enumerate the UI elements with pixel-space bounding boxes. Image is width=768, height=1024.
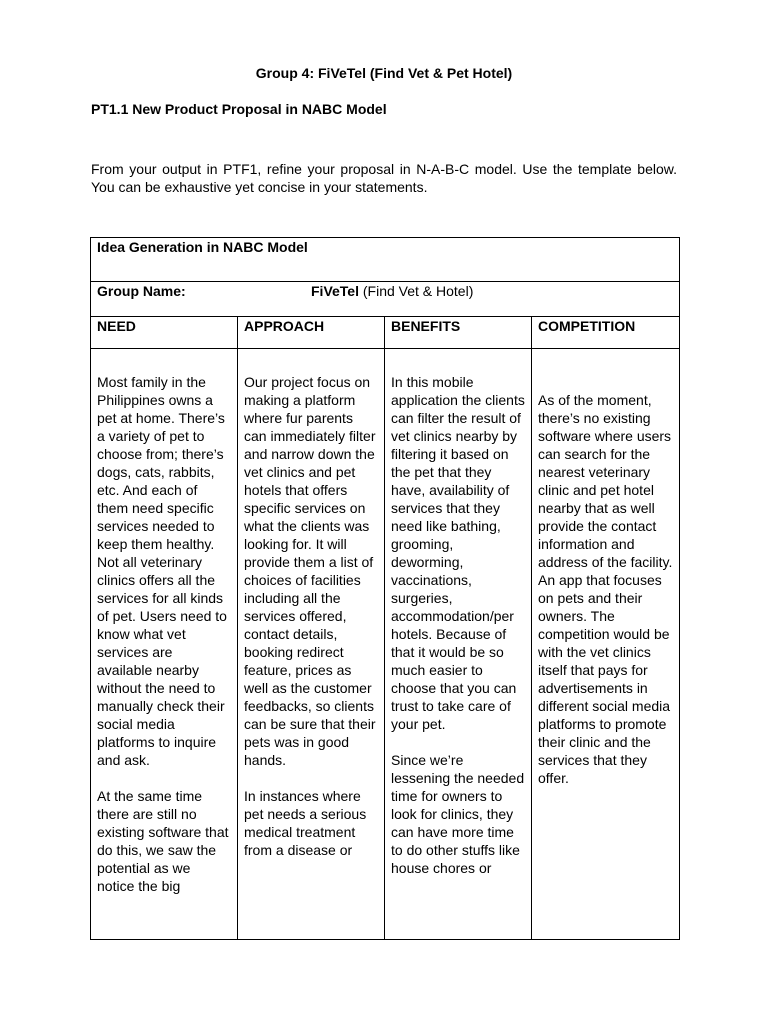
need-paragraph-2: At the same time there are still no existing software that do this, we saw the potential as we notice the big [97, 788, 229, 894]
document-subtitle: PT1.1 New Product Proposal in NABC Model [91, 101, 387, 117]
need-paragraph-1: Most family in the Philippines owns a pet at home. There’s a variety of pet to choose from; there’s dogs, cats, rabbits, etc. And each of them need specific services needed to keep them healthy. Not all veterinary clinics offers all the services for all kinds of pet. Users need to know what vet services are available nearby without the need to manually check their social media platforms to inquire and ask. [97, 374, 227, 768]
need-cell [91, 349, 238, 940]
intro-paragraph: From your output in PTF1, refine your proposal in N-A-B-C model. Use the template below. You can be exhaustive yet concise in your statements. [91, 161, 677, 195]
group-name-row [91, 282, 680, 317]
benefits-paragraph-2: Since we’re lessening the needed time for owners to look for clinics, they can have more time to do other stuffs like house chores or [391, 752, 525, 876]
approach-paragraph-2: In instances where pet needs a serious medical treatment from a disease or [244, 788, 367, 858]
group-name-cell [91, 282, 680, 317]
document-title: Group 4: FiVeTel (Find Vet & Pet Hotel) [255, 65, 513, 81]
nabc-table [90, 237, 680, 940]
column-header-approach: APPROACH [238, 317, 385, 349]
competition-cell [532, 349, 680, 940]
content-row [91, 349, 680, 940]
group-name-value: FiVeTel [311, 283, 359, 299]
table-heading: Idea Generation in NABC Model [91, 238, 680, 282]
column-header-benefits: BENEFITS [385, 317, 532, 349]
approach-paragraph-1: Our project focus on making a platform where fur parents can immediately filter and narrow down the vet clinics and pet hotels that offers specific services on what the clients was looking for. It will provide them a list of choices of facilities including all the services offered, contact details, booking redirect feature, prices as well as the customer feedbacks, so clients can be sure that their pets was in good hands. [244, 374, 376, 768]
competition-paragraph-1: As of the moment, there’s no existing software where users can search for the nearest veterinary clinic and pet hotel nearby that as well provide the contact information and address of the facility. An app that focuses on pets and their owners. The competition would be with the vet clinics itself that pays for advertisements in different social media platforms to promote their clinic and the services that they offer. [538, 392, 673, 786]
column-header-competition: COMPETITION [532, 317, 680, 349]
table-heading-row [91, 238, 680, 282]
approach-cell [238, 349, 385, 940]
column-header-need: NEED [91, 317, 238, 349]
group-name-label: Group Name: [97, 283, 186, 299]
group-name-note: (Find Vet & Hotel) [362, 283, 474, 299]
column-header-row [91, 317, 680, 349]
benefits-paragraph-1: In this mobile application the clients can filter the result of vet clinics nearby by filtering it based on the pet that they have, availability of services that they need like bathing, grooming, deworming, vaccinations, surgeries, accommodation/per hotels. Because of that it would be so much easier to choose that you can trust to take care of your pet. [391, 374, 525, 732]
benefits-cell [385, 349, 532, 940]
